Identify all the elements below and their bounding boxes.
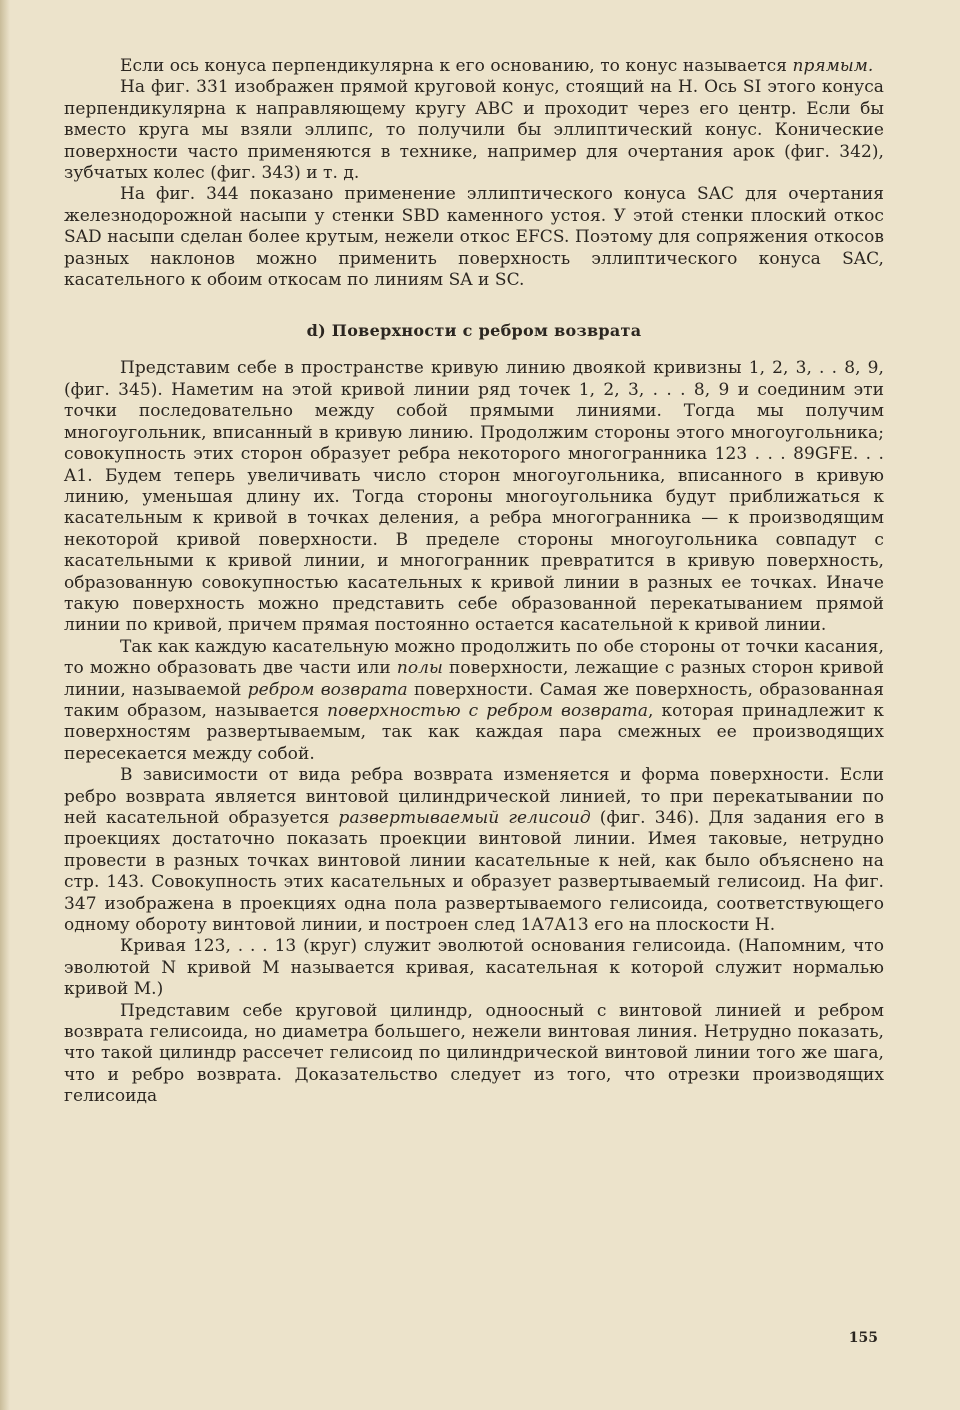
- section-heading: d) Поверхности с ребром возврата: [306, 321, 642, 341]
- book-page: [64, 56, 884, 1386]
- paragraph-1-text: Если ось конуса перпендикулярна к его основанию, то конус называется: [120, 56, 793, 76]
- paragraph-5-text-e: поверхности. Самая же поверхность, образованная таким образом, называется: [64, 679, 884, 721]
- paragraph-6: [64, 765, 884, 936]
- paragraph-5-text-a: Так как каждую касательную можно продолжить по обе стороны от точки касания, то можно образовать две части или: [64, 636, 884, 679]
- paragraph-1: [64, 56, 884, 77]
- term-gelisoid: развертываемый гелисоид: [338, 808, 591, 828]
- paragraph-5: [64, 637, 884, 765]
- page-number: 155: [848, 1330, 878, 1346]
- paragraph-5-text-g: , которая принадлежит к поверхностям развертываемым, так как каждая пара смежных ее производящих пересекается между собой.: [64, 700, 884, 764]
- paragraph-6-text-a: В зависимости от вида ребра возврата изменяется и форма поверхности. Если ребро возврата является винтовой цилиндрической линией, то при перекатывании по ней касательной образуется: [64, 765, 884, 828]
- term-poverkhnostyu: поверхностью с ребром возврата: [327, 700, 649, 721]
- paragraph-8: Представим себе круговой цилиндр, одноосный с винтовой линией и ребром возврата гелисоида, но диаметра большего, нежели винтовая линия. Нетрудно показать, что такой цилиндр рассечет гелисоид по цилиндрической винтовой линии того же шага, что и ребро возврата. Доказательство следует из того, что отрезки производящих гелисоида: [64, 1000, 884, 1107]
- paragraph-7: Кривая 123, . . . 13 (круг) служит эволютой основания гелисоида. (Напомним, что эволютой N кривой M называется кривая, касательная к которой служит нормалью кривой M.): [64, 936, 884, 1000]
- term-pryamym: прямым.: [792, 56, 874, 76]
- term-poly: полы: [396, 658, 443, 679]
- paragraph-6-text-c: (фиг. 346). Для задания его в проекциях достаточно показать проекции винтовой линии. Имея таковые, нетрудно провести в разных точках винтовой линии касательные к ней, как было объяснено на стр. 143. Совокупность этих касательных и образует развертываемый гелисоид. На фиг. 347 изображена в проекциях одна пола развертываемого гелисоида, соответствующего одному обороту винтовой линии, и построен след 1A7A13 его на плоскости H.: [64, 808, 885, 936]
- paragraph-5-text-c: поверхности, лежащие с разных сторон кривой линии, называемой: [64, 658, 884, 700]
- paragraph-4: Представим себе в пространстве кривую линию двоякой кривизны 1, 2, 3, . . 8, 9, (фиг. 345). Наметим на этой кривой линии ряд точек 1, 2, 3, . . . 8, 9 и соединим эти точки последовательно между собой прямыми линиями. Тогда мы получим многоугольник, вписанный в кривую линию. Продолжим стороны этого многоугольника; совокупность этих сторон образует ребра некоторого многогранника 123 . . . 89GFE. . . A1. Будем теперь увеличивать число сторон многоугольника, вписанного в кривую линию, уменьшая длину их. Тогда стороны многоугольника будут приближаться к касательным к кривой в точках деления, а ребра многогранника — к производящим некоторой кривой поверхности. В пределе стороны многоугольника совпадут с касательными к кривой линии, и многогранник превратится в кривую поверхность, образованную совокупностью касательных к кривой линии в разных ее точках. Иначе такую поверхность можно представить себе образованной перекатыванием прямой линии по кривой, причем прямая постоянно остается касательной к кривой линии.: [64, 358, 884, 636]
- paragraph-2: На фиг. 331 изображен прямой круговой конус, стоящий на H. Ось SI этого конуса перпендикулярна к направляющему кругу ABC и проходит через его центр. Если бы вместо круга мы взяли эллипс, то получили бы эллиптический конус. Конические поверхности часто применяются в технике, например для очертания арок (фиг. 342), зубчатых колес (фиг. 343) и т. д.: [64, 77, 884, 184]
- paragraph-3: На фиг. 344 показано применение эллиптического конуса SAC для очертания железнодорожной насыпи у стенки SBD каменного устоя. У этой стенки плоский откос SAD насыпи сделан более крутым, нежели откос EFCS. Поэтому для сопряжения откосов разных наклонов можно применить поверхность эллиптического конуса SAC, касательного к обоим откосам по линиям SA и SC.: [64, 184, 884, 291]
- page-edge-shadow: [0, 0, 10, 1410]
- term-rebrom-vozvrata: ребром возврата: [247, 679, 408, 700]
